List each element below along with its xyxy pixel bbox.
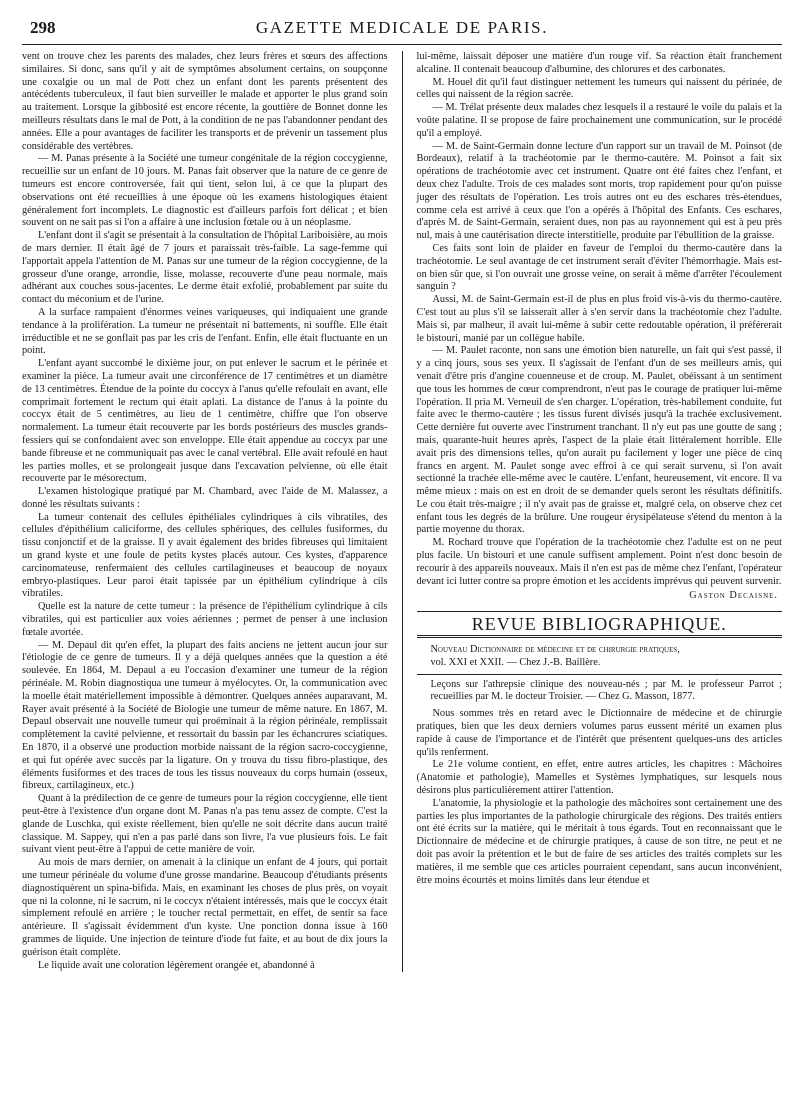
paragraph: — M. Panas présente à la Société une tumeur congénitale de la région coccygienne, recueillie sur un enfant de 10 jours. M. Panas fait observer que la nature de ce genre de tumeurs est encore controversée, fait qui tient, selon lui, à ce que la plupart des observations ont été recueillies à une époque où les examens histologiques étaient généralement fort incomplets. Le diagnostic est d'ailleurs parfois fort délicat ; et bien souvent on ne sait pas si l'on a affaire à une inclusion fœtale ou à un néoplasme.	[22, 153, 388, 229]
running-title: GAZETTE MEDICALE DE PARIS.	[255, 18, 549, 37]
paragraph: Le 21e volume contient, en effet, entre autres articles, les chapitres : Mâchoires (Anatomie et pathologie), Mamelles et Systèmes lymphatiques, sur lesquels nous désirons plus particulièrement attirer l'attention.	[416, 759, 782, 797]
bibliography-entry: Leçons sur l'athrepsie clinique des nouveau-nés ; par M. le professeur Parrot ; recueillies par M. le docteur Troisier. — Chez G. Masson, 1877.	[430, 678, 782, 703]
right-column	[417, 51, 783, 972]
paragraph: — M. Paulet raconte, non sans une émotion bien naturelle, un fait qui s'est passé, il y a cinq jours, sous ses yeux. Il s'agissait de l'enfant d'un de ses meilleurs amis, qui venait d'être pris d'angine couenneuse et de croup. M. Paulet, obéissant à un sentiment que tous les hommes de cœur comprendront, n'eut pas le courage de pratiquer lui-même l'opération. Il pria M. Verneuil de s'en charger. L'opération, très-habilement conduite, fut faite avec le thermo-cautère ; les tissus furent divisés jusqu'à la trachée exclusivement. Cette dernière fut ouverte avec l'instrument tranchant. Il n'y eut pas une goutte de sang ; mais, quarante-huit heures après, l'aspect de la plaie était littéralement horrible. Elle avait pris des dimensions telles, qu'on aurait pu facilement y loger une pièce de cinq francs en argent. M. Paulet songe avec effroi à ce qui serait survenu, si l'on avait sectionné la trachée elle-même avec le cautère. L'enfant, heureusement, vit encore. Il va même mieux : mais on est en droit de se demander quels seront les résultats définitifs. Le cou était très-maigre ; il n'y avait pas de graisse et, malgré cela, on observe chez cet enfant tous les degrés de la brûlure. Une rougeur érysipélateuse s'étend du menton à la partie moyenne du thorax.	[416, 345, 782, 536]
paragraph: L'anatomie, la physiologie et la pathologie des mâchoires sont certainement une des parties les plus importantes de la pathologie chirurgicale des régions. Des traités entiers ont été écrits sur la matière, qui le méritait à tous égards. Tout en reconnaissant que le Dictionnaire de médecine et de chirurgie pratiques, à cause de son titre, ne peut et ne doit pas avoir la prétention et le but de faire de ses articles des traités complets sur les matières, il me semble que ces articles pourraient cependant, sans aucun inconvénient, être moins écourtés et moins limités dans leur étendue et	[416, 797, 782, 886]
paragraph: — M. de Saint-Germain donne lecture d'un rapport sur un travail de M. Poinsot (de Bordeaux), relatif à la trachéotomie par le thermo-cautère. M. Poinsot a fait six opérations de trachéotomie avec cet instrument. Quatre ont été faites chez l'enfant, et deux chez l'adulte. Trois de ces malades sont morts, trop rapidement pour qu'on puisse juger des résultats de l'opération. Les trois autres ont eu des eschares très-étendues, comme cela est arrivé à ceux que l'on a opérés à l'hôpital des Enfants. Ces eschares, d'après M. de Saint-Germain, seraient dues, non pas au rayonnement qui est à peu près nul, mais à une cautérisation directe interstitielle, produite par l'ébullition de la graisse.	[416, 140, 782, 242]
column-rule	[402, 51, 403, 972]
paragraph: Ces faits sont loin de plaider en faveur de l'emploi du thermo-cautère dans la trachéotomie. Le seul avantage de cet instrument serait d'éviter l'hémorrhagie. Mais est-on bien sûr que, si l'on ouvrait une grosse veine, on serait à même d'arrêter l'écoulement sanguin ?	[416, 242, 782, 293]
paragraph: Nous sommes très en retard avec le Dictionnaire de médecine et de chirurgie pratiques, bien que les deux derniers volumes parus eussent mérité un examen plus rapide à cause de l'importance et de l'intérêt que présentent quelques-uns des articles qu'ils renferment.	[416, 708, 782, 758]
paragraph: La tumeur contenait des cellules épithéliales cylindriques à cils vibratiles, des cellules d'épithélium caliciforme, des cellules sphériques, des cellules fusiformes, du tissu conjonctif et de la graisse. Il y avait également des brides fibreuses qui limitaient un grand kyste et une foule de petits kystes placés autour. Ces kystes, d'apparence carcinomateuse, renfermaient des cellules cartilagineuses et beaucoup de noyaux embryo-plastiques. Leur paroi était tapissée par un épithélium cylindrique à cils vibratiles.	[22, 511, 388, 600]
page-header	[22, 10, 782, 45]
bibliography-entry-details: vol. XXI et XXII. — Chez J.-B. Baillère.	[430, 656, 601, 668]
entry-rule	[417, 674, 783, 675]
section-rule	[417, 611, 783, 612]
paragraph: Le liquide avait une coloration légèrement orangée et, abandonné à	[38, 959, 315, 971]
paragraph: Quelle est la nature de cette tumeur : la présence de l'épithélium cylindrique à cils vibratiles, qui est particulier aux voies aériennes ; permet de penser à une inclusion fœtale avortée.	[22, 601, 388, 638]
paragraph: Quant à la prédilection de ce genre de tumeurs pour la région coccygienne, elle tient peut-être à l'existence d'un organe dont M. Panas n'a pas tenu assez de compte. C'est la glande de Luschka, qui existe réellement, bien qu'elle ne soit décrite dans aucun traité classique. M. Sappey, qui n'en a pas parlé dans son livre, l'a vue plusieurs fois. Le fait suivant vient peut-être à l'appui de cette manière de voir.	[22, 793, 388, 856]
paragraph: L'enfant dont il s'agit se présentait à la consultation de l'hôpital Lariboisière, au mois de mars dernier. Il était âgé de 7 jours et paraissait très-faible. La sage-femme qui l'apportait appela l'attention de M. Panas sur une tumeur de la région coccygienne, de la grosseur d'une orange, arrondie, lisse, molasse, recouverte d'une peau normale, mais adhérant aux couches sous-jacentes. Le derme était exfolié, probablement par suite du contact du méconium et de l'urine.	[22, 230, 388, 306]
paragraph: Au mois de mars dernier, on amenait à la clinique un enfant de 4 jours, qui portait une tumeur périnéale du volume d'une grosse mandarine. Beaucoup d'étudiants présents diagnostiquèrent un spina-bifida. Mais, en examinant les choses de plus près, on voyait que ni la colonne, ni le sacrum, ni le coccyx n'étaient intéressés, mais que le coccyx était simplement refoulé en arrière ; le toucher rectal permettait, en effet, de sentir sa face antérieure. Il s'agissait évidemment d'un kyste. Une ponction donna issue à 160 grammes de liquide. Une injection de teinture d'iode fut faite, et au bout de dix jours la guérison était complète.	[22, 857, 388, 958]
section-title: REVUE BIBLIOGRAPHIQUE.	[471, 614, 727, 635]
paragraph: — M. Depaul dit qu'en effet, la plupart des faits anciens ne jettent aucun jour sur l'étiologie de ce genre de tumeurs. Il y a déjà quelques années que la question a été soulevée. En 1864, M. Depaul a eu l'occasion d'examiner une tumeur de la région périnéale. M. Robin diagnostiqua une tumeur à myélocytes. Or, la communication avec la moelle était matériellement impossible à démontrer. Quelques années auparavant, M. Rayer avait présenté à la Société de Biologie une tumeur de même nature. En 1867, M. Depaul observait une nouvelle tumeur qui proéminait à la région périnéale, remplissait complètement la cavité pelvienne, et ressortait du bassin par les échancrures sciatiques. En 1870, il a observé une production morbide naissant de la région sacro-coccygienne, et qui fut opérée avec succès par la ligature. On y trouva du tissu fibro-plastique, des éléments fusiformes et des traces de tous les tissus nouveaux du corps humain (osseux, fibreux, cartilagineux, etc.)	[22, 639, 388, 792]
bibliography-entry	[417, 644, 783, 670]
two-column-body	[22, 51, 782, 972]
paragraph: vent on trouve chez les parents des malades, chez leurs frères et sœurs des affections similaires. Si donc, sans qu'il y ait de symptômes absolument certains, on soupçonne une coxalgie ou un mal de Pott chez un enfant dont les parents présentent des antécédents tuberculeux, il faut bien surveiller le malade et apporter le plus grand soin au traitement. Lorsque la gibbosité est encore récente, la gouttière de Bonnet donne les meilleurs résultats dans le mal de Pott, à la condition de ne pas l'abandonner pendant des années. Elle a pour avantages de faciliter les transports et de prévenir un tassement plus considérable des vertèbres.	[22, 51, 388, 152]
paragraph: L'examen histologique pratiqué par M. Chambard, avec l'aide de M. Malassez, a donné les résultats suivants :	[22, 486, 388, 510]
left-column	[22, 51, 388, 972]
author-signature: Gaston Decaisne.	[689, 590, 778, 602]
page-number: 298	[30, 18, 56, 37]
paragraph: lui-même, laissait déposer une matière d'un rouge vif. Sa réaction était franchement alcaline. Il contenait beaucoup d'albumine, des chlorures et des carbonates.	[416, 51, 782, 75]
paragraph: M. Houel dit qu'il faut distinguer nettement les tumeurs qui naissent du périnée, de celles qui naissent de la région sacrée.	[416, 76, 782, 101]
bibliography-entry-title: Nouveau Dictionnaire de médecine et de chirurgie pratiques,	[430, 644, 680, 656]
section-double-rule	[417, 635, 783, 638]
paragraph: L'enfant ayant succombé le dixième jour, on put enlever le sacrum et le périnée et examiner la pièce. La tumeur avait une circonférence de 17 centimètres et un diamètre de 13 centimètres. Étendue de la pointe du coccyx à l'anus qu'elle refoulait en avant, elle comprimait fortement le rectum qui était aplati. La distance de l'anus à la pointe du coccyx était de 5 centimètres, au lieu de 1 centimètre, chiffre que l'on observe normalement. La tumeur était recouverte par les bords postérieurs des muscles grands-fessiers qui se confondaient avec son enveloppe. Elle était appendue au coccyx par une bande fibreuse et ne communiquait pas avec le canal vertébral. Elle avait refoulé en haut les parties molles, et se prolongeait jusque dans l'excavation pelvienne, où elle était recouverte par le mésorectum.	[22, 358, 388, 485]
paragraph: — M. Trélat présente deux malades chez lesquels il a restauré le voile du palais et la voûte palatine. Il se propose de faire prochainement une communication, sur le procédé qu'il a employé.	[416, 102, 782, 139]
paragraph: M. Rochard trouve que l'opération de la trachéotomie chez l'adulte est on ne peut plus facile. Un bistouri et une canule suffisent amplement. Point n'est donc besoin de recourir à des appareils nouveaux. Mais il n'en est pas de même chez l'enfant, l'opérateur devant ici lutter contre sa propre émotion et les accidents imprévus qui peuvent survenir.	[416, 537, 782, 587]
paragraph: A la surface rampaient d'énormes veines variqueuses, qui indiquaient une grande tendance à la prolifération. La tumeur ne présentait ni battements, ni souffle. Elle était irréductible et ne se gonflait pas par les cris de l'enfant. Enfin, elle était fluctuante en un point.	[22, 306, 388, 357]
paragraph: Aussi, M. de Saint-Germain est-il de plus en plus froid vis-à-vis du thermo-cautère. C'est tout au plus s'il se laisserait aller à s'en servir dans la trachéotomie chez l'adulte. Mais si, par malheur, il avait lui-même à subir cette redoutable opération, il préférerait le bistouri, manié par un collègue habile.	[416, 294, 782, 344]
